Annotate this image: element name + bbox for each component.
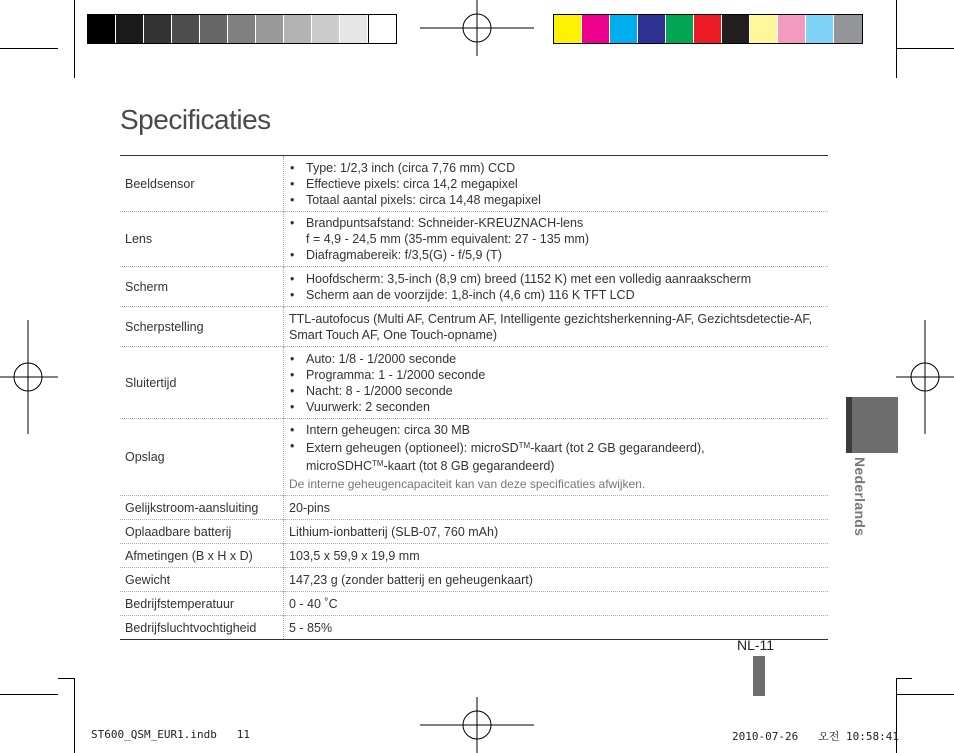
color-swatch [172, 15, 200, 43]
crop-mark [896, 678, 912, 679]
spec-value [284, 419, 829, 496]
spec-label: Sluitertijd [120, 347, 284, 419]
color-swatch [694, 15, 722, 43]
color-swatch [312, 15, 340, 43]
color-swatch [638, 15, 666, 43]
language-tab-label: Nederlands [852, 457, 868, 537]
page-edge-bar [753, 656, 765, 696]
page-title: Specificaties [120, 104, 271, 135]
color-swatch [256, 15, 284, 43]
color-swatch [116, 15, 144, 43]
spec-value: 103,5 x 59,9 x 19,9 mm [284, 544, 829, 568]
table-row [120, 496, 828, 520]
table-row [120, 616, 828, 640]
table-row [120, 568, 828, 592]
footer-file-info: ST600_QSM_EUR1.indb 11 [91, 728, 250, 741]
list-item [289, 215, 828, 247]
list-item: • Scherm aan de voorzijde: 1,8-inch (4,6 cm) 116 K TFT LCD [289, 287, 828, 303]
spec-value: 0 - 40 ˚C [284, 592, 829, 616]
spec-label: Oplaadbare batterij [120, 520, 284, 544]
spec-value [284, 267, 829, 307]
storage-note: De interne geheugencapaciteit kan van deze specificaties afwijken. [289, 477, 646, 491]
list-item: • Totaal aantal pixels: circa 14,48 megapixel [289, 192, 828, 208]
list-item-text: Brandpuntsafstand: Schneider-KREUZNACH-lens [306, 216, 584, 230]
spec-value [284, 156, 829, 212]
crop-mark [0, 48, 58, 49]
color-swatch [582, 15, 610, 43]
table-row [120, 267, 828, 307]
list-item: • Hoofdscherm: 3,5-inch (8,9 cm) breed (1152 K) met een volledig aanraakscherm [289, 271, 828, 287]
table-row [120, 212, 828, 267]
color-swatch [340, 15, 368, 43]
list-item: • Nacht: 8 - 1/2000 seconde [289, 383, 828, 399]
table-row [120, 347, 828, 419]
color-swatch [284, 15, 312, 43]
crop-mark [58, 678, 74, 679]
spec-value: Lithium-ionbatterij (SLB-07, 760 mAh) [284, 520, 829, 544]
spec-value [284, 307, 829, 347]
color-swatch [750, 15, 778, 43]
registration-mark-top-icon [420, 0, 534, 56]
list-item-text: microSDHC [306, 459, 372, 473]
spec-text-line: Smart Touch AF, One Touch-opname) [289, 327, 497, 342]
list-item-text: Extern geheugen (optioneel): microSD [306, 441, 519, 455]
list-item: • Type: 1/2,3 inch (circa 7,76 mm) CCD [289, 160, 828, 176]
color-swatch [200, 15, 228, 43]
table-row [120, 592, 828, 616]
list-item [289, 438, 828, 474]
list-item-continuation: f = 4,9 - 24,5 mm (35-mm equivalent: 27 - 135 mm) [306, 232, 590, 246]
spec-label: Opslag [120, 419, 284, 496]
crop-mark [896, 48, 954, 49]
spec-label: Bedrijfsluchtvochtigheid [120, 616, 284, 640]
spec-label: Scherpstelling [120, 307, 284, 347]
specifications-table [120, 155, 828, 640]
footer-timestamp: 2010-07-26 오전 10:58:41 [732, 730, 899, 743]
list-item: • Intern geheugen: circa 30 MB [289, 422, 828, 438]
crop-mark [74, 0, 75, 78]
color-swatch [722, 15, 750, 43]
table-row [120, 307, 828, 347]
spec-text-line: TTL-autofocus (Multi AF, Centrum AF, Intelligente gezichtsherkenning-AF, Gezichtsdetectie-AF, [289, 311, 813, 326]
list-item-continuation [306, 456, 828, 474]
trademark-mark: TM [518, 441, 531, 450]
list-item: • Effectieve pixels: circa 14,2 megapixel [289, 176, 828, 192]
table-row [120, 419, 828, 496]
table-row [120, 544, 828, 568]
spec-label: Beeldsensor [120, 156, 284, 212]
trademark-mark: TM [371, 459, 384, 468]
color-swatch [144, 15, 172, 43]
process-color-bar [553, 14, 863, 44]
page-number: NL-11 [737, 637, 775, 653]
spec-label: Scherm [120, 267, 284, 307]
list-item: • Auto: 1/8 - 1/2000 seconde [289, 351, 828, 367]
list-item: • Programma: 1 - 1/2000 seconde [289, 367, 828, 383]
grayscale-color-bar [87, 14, 397, 44]
crop-mark [74, 678, 75, 753]
registration-mark-left-icon [0, 320, 58, 434]
list-item: • Diafragmabereik: f/3,5(G) - f/5,9 (T) [289, 247, 828, 263]
spec-value: 5 - 85% [284, 616, 829, 640]
crop-mark [896, 0, 897, 78]
registration-mark-right-icon [896, 320, 954, 434]
color-swatch [806, 15, 834, 43]
spec-label: Bedrijfstemperatuur [120, 592, 284, 616]
list-item-text: -kaart (tot 8 GB gegarandeerd) [383, 459, 555, 473]
crop-mark [896, 694, 954, 695]
spec-value: 20-pins [284, 496, 829, 520]
list-item: • Vuurwerk: 2 seconden [289, 399, 828, 415]
spec-value: 147,23 g (zonder batterij en geheugenkaart) [284, 568, 829, 592]
spec-value [284, 212, 829, 267]
crop-mark [0, 694, 58, 695]
language-tab-edge [846, 397, 852, 453]
spec-label: Gelijkstroom-aansluiting [120, 496, 284, 520]
table-row [120, 156, 828, 212]
table-row [120, 520, 828, 544]
color-swatch [666, 15, 694, 43]
spec-value [284, 347, 829, 419]
color-swatch [88, 15, 116, 43]
color-swatch [610, 15, 638, 43]
language-tab-block [846, 397, 898, 453]
registration-mark-bottom-icon [420, 697, 534, 753]
color-swatch [368, 15, 396, 43]
list-item-text: -kaart (tot 2 GB gegarandeerd), [530, 441, 705, 455]
spec-label: Afmetingen (B x H x D) [120, 544, 284, 568]
spec-label: Gewicht [120, 568, 284, 592]
color-swatch [554, 15, 582, 43]
color-swatch [778, 15, 806, 43]
spec-label: Lens [120, 212, 284, 267]
color-swatch [834, 15, 862, 43]
color-swatch [228, 15, 256, 43]
